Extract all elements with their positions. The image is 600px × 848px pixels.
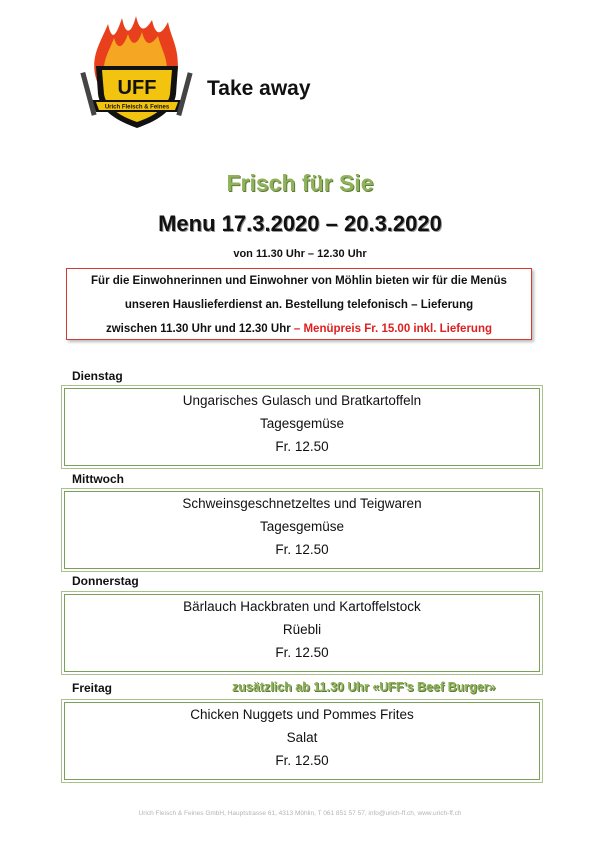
price: Fr. 12.50 (275, 542, 329, 557)
friday-extra-offer: zusätzlich ab 11.30 Uhr «UFF’s Beef Burger» (232, 680, 496, 694)
logo-banner-text: Urich Fleisch & Feines (104, 104, 170, 111)
take-away-heading: Take away (207, 77, 311, 100)
footer-address: Urich Fleisch & Feines GmbH, Hauptstrasse 61, 4313 Möhlin, T 061 851 57 57, info@urich-ff.ch, www.urich-ff.ch (138, 810, 462, 817)
dish: Chicken Nuggets und Pommes Frites (190, 707, 414, 722)
notice-line-3-text: zwischen 11.30 Uhr und 12.30 Uhr (105, 323, 294, 335)
notice-line-1: Für die Einwohnerinnen und Einwohner von Möhlin bieten wir für die Menüs (91, 275, 507, 287)
logo-text: UFF (117, 77, 157, 99)
dish: Bärlauch Hackbraten und Kartoffelstock (183, 599, 421, 614)
side-dish: Tagesgemüse (259, 416, 345, 431)
menu-box-freitag (64, 702, 540, 780)
day-label-mittwoch: Mittwoch (72, 472, 124, 486)
day-label-dienstag: Dienstag (72, 369, 123, 383)
price: Fr. 12.50 (275, 753, 329, 768)
dish: Ungarisches Gulasch und Bratkartoffeln (182, 393, 422, 408)
opening-hours: von 11.30 Uhr – 12.30 Uhr (233, 248, 367, 260)
dish: Schweinsgeschnetzeltes und Teigwaren (182, 496, 422, 511)
notice-price: – Menüpreis Fr. 15.00 inkl. Lieferung (293, 323, 493, 335)
day-label-donnerstag: Donnerstag (72, 574, 139, 588)
notice-line-2: unseren Hauslieferdienst an. Bestellung telefonisch – Lieferung (124, 299, 474, 311)
menu-box-donnerstag (64, 594, 540, 672)
uff-logo (78, 14, 196, 136)
side-dish: Salat (286, 730, 318, 745)
notice-line-3 (67, 317, 531, 341)
headline: Frisch für Sie (226, 170, 374, 196)
price: Fr. 12.50 (275, 439, 329, 454)
side-dish: Rüebli (282, 622, 322, 637)
delivery-notice (66, 268, 532, 340)
price: Fr. 12.50 (275, 645, 329, 660)
page-title: Menu 17.3.2020 – 20.3.2020 (158, 211, 442, 236)
side-dish: Tagesgemüse (259, 519, 345, 534)
day-label-freitag: Freitag (72, 681, 113, 695)
menu-box-dienstag (64, 388, 540, 466)
menu-box-mittwoch (64, 491, 540, 569)
flame-shield-icon (78, 14, 196, 136)
